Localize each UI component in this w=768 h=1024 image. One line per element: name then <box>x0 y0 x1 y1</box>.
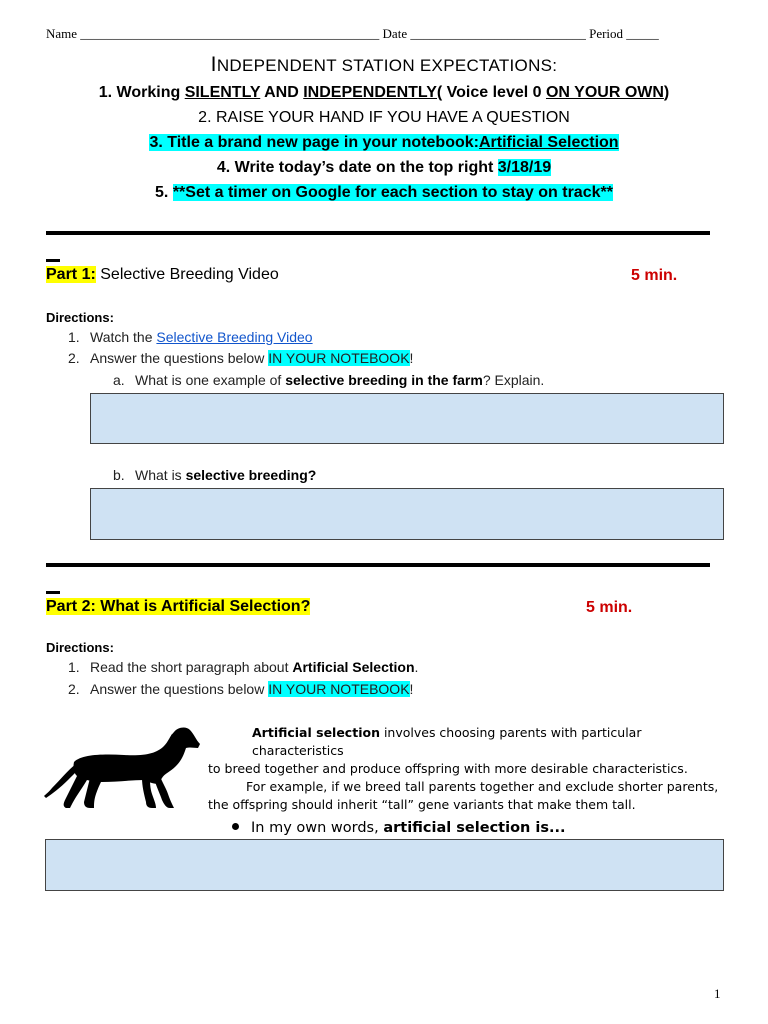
exp1-on-your-own: ON YOUR OWN <box>545 84 664 101</box>
exp1-silently: SILENTLY <box>184 84 261 101</box>
bullet-text: In my own words, <box>251 820 384 836</box>
part2-time: 5 min. <box>586 599 633 616</box>
step-end: ! <box>409 350 414 366</box>
part1-step-1 <box>68 329 313 345</box>
expectation-2 <box>0 109 768 127</box>
part1-time: 5 min. <box>631 267 678 284</box>
paragraph-bold: Artificial selection <box>252 725 380 740</box>
part2-label: Part 2: <box>46 598 96 615</box>
exp4-date: 3/18/19 <box>497 159 552 176</box>
exp1-text-g: ) <box>663 84 670 101</box>
question-bold: selective breeding in the farm <box>285 372 483 388</box>
part2-highlight <box>46 598 310 615</box>
part-marker <box>46 259 60 262</box>
question-text: What is <box>135 467 186 483</box>
expectation-1 <box>0 84 768 102</box>
paragraph-line-1 <box>208 724 728 760</box>
name-blank[interactable]: ______________________________________________ <box>80 26 380 41</box>
expectation-number: 1. <box>98 84 113 101</box>
question-letter: a. <box>113 372 125 388</box>
part2-heading <box>46 598 310 616</box>
name-label: Name <box>46 26 78 41</box>
step-end: . <box>414 659 419 675</box>
part-marker <box>46 591 60 594</box>
exp1-independently: INDEPENDENTLY( <box>303 84 443 101</box>
part2-directions-heading: Directions: <box>46 640 114 655</box>
part1-question-a <box>113 372 544 388</box>
period-label: Period <box>589 26 624 41</box>
paragraph-line-2: to breed together and produce offspring with more desirable characteristics. <box>208 761 688 776</box>
part1-directions-heading: Directions: <box>46 310 114 325</box>
bullet-icon <box>232 823 239 830</box>
step-number: 2. <box>68 350 80 366</box>
artificial-selection-paragraph <box>208 724 728 814</box>
question-text: What is one example of <box>135 372 286 388</box>
header-line <box>46 26 659 42</box>
part2-step-1 <box>68 659 418 675</box>
question-text-end: ? Explain. <box>482 372 545 388</box>
answer-box-own-words[interactable] <box>45 839 724 891</box>
expectation-3 <box>0 134 768 152</box>
part1-label: Part 1: <box>46 266 96 283</box>
part1-heading <box>46 266 279 284</box>
expectation-5 <box>0 184 768 202</box>
section-divider <box>46 231 710 235</box>
expectation-number: 2. <box>198 109 212 126</box>
question-bold: selective breeding? <box>185 467 317 483</box>
answer-box-a[interactable] <box>90 393 724 444</box>
answer-box-b[interactable] <box>90 488 724 540</box>
paragraph-line-4: the offspring should inherit “tall” gene variants that make them tall. <box>208 797 636 812</box>
exp1-text-c: AND <box>260 84 304 101</box>
part1-step-2 <box>68 350 413 366</box>
exp5-text: **Set a timer on Google for each section to stay on track** <box>172 184 613 201</box>
period-blank[interactable]: _____ <box>626 26 659 41</box>
part1-title: Selective Breeding Video <box>95 266 279 283</box>
step-bold: Artificial Selection <box>292 659 415 675</box>
page-title <box>0 53 768 77</box>
step-number: 1. <box>68 329 80 345</box>
step-text: Answer the questions below <box>90 350 269 366</box>
part1-question-b <box>113 467 316 483</box>
own-words-prompt <box>232 820 566 836</box>
title-rest: NDEPENDENT STATION EXPECTATIONS: <box>216 56 558 75</box>
part2-title: What is Artificial Selection? <box>95 598 311 615</box>
exp1-text-e: Voice level 0 <box>442 84 546 101</box>
expectation-4 <box>0 159 768 177</box>
exp4-text: Write today’s date on the top right <box>234 159 498 176</box>
exp2-text: RAISE YOUR HAND IF YOU HAVE A QUESTION <box>215 109 570 126</box>
exp1-text-a: Working <box>116 84 185 101</box>
exp3-highlight <box>149 134 618 151</box>
expectation-number: 4. <box>216 159 231 176</box>
question-letter: b. <box>113 467 125 483</box>
step-number: 2. <box>68 681 80 697</box>
date-label: Date <box>382 26 408 41</box>
in-your-notebook-highlight: IN YOUR NOTEBOOK <box>268 681 410 697</box>
title-first-letter: I <box>210 53 217 76</box>
section-divider <box>46 563 710 567</box>
step-end: ! <box>409 681 414 697</box>
date-blank[interactable]: ___________________________ <box>410 26 586 41</box>
bullet-bold: artificial selection is... <box>383 820 566 836</box>
paragraph-line1-rest: involves choosing parents with particular characteristics <box>252 725 642 758</box>
expectation-number: 3. <box>149 134 163 151</box>
expectation-number: 5. <box>155 184 169 201</box>
part2-step-2 <box>68 681 413 697</box>
selective-breeding-video-link[interactable]: Selective Breeding Video <box>156 329 313 345</box>
step-text: Read the short paragraph about <box>90 659 293 675</box>
in-your-notebook-highlight: IN YOUR NOTEBOOK <box>268 350 410 366</box>
step-text: Watch the <box>90 329 157 345</box>
step-number: 1. <box>68 659 80 675</box>
exp3-artificial-selection: Artificial Selection <box>478 134 619 151</box>
step-text: Answer the questions below <box>90 681 269 697</box>
page-number: 1 <box>714 986 721 1001</box>
exp3-text: Title a brand new page in your notebook: <box>167 134 479 151</box>
dachshund-silhouette-icon <box>44 724 200 814</box>
paragraph-line-3: For example, if we breed tall parents together and exclude shorter parents, <box>246 779 719 794</box>
